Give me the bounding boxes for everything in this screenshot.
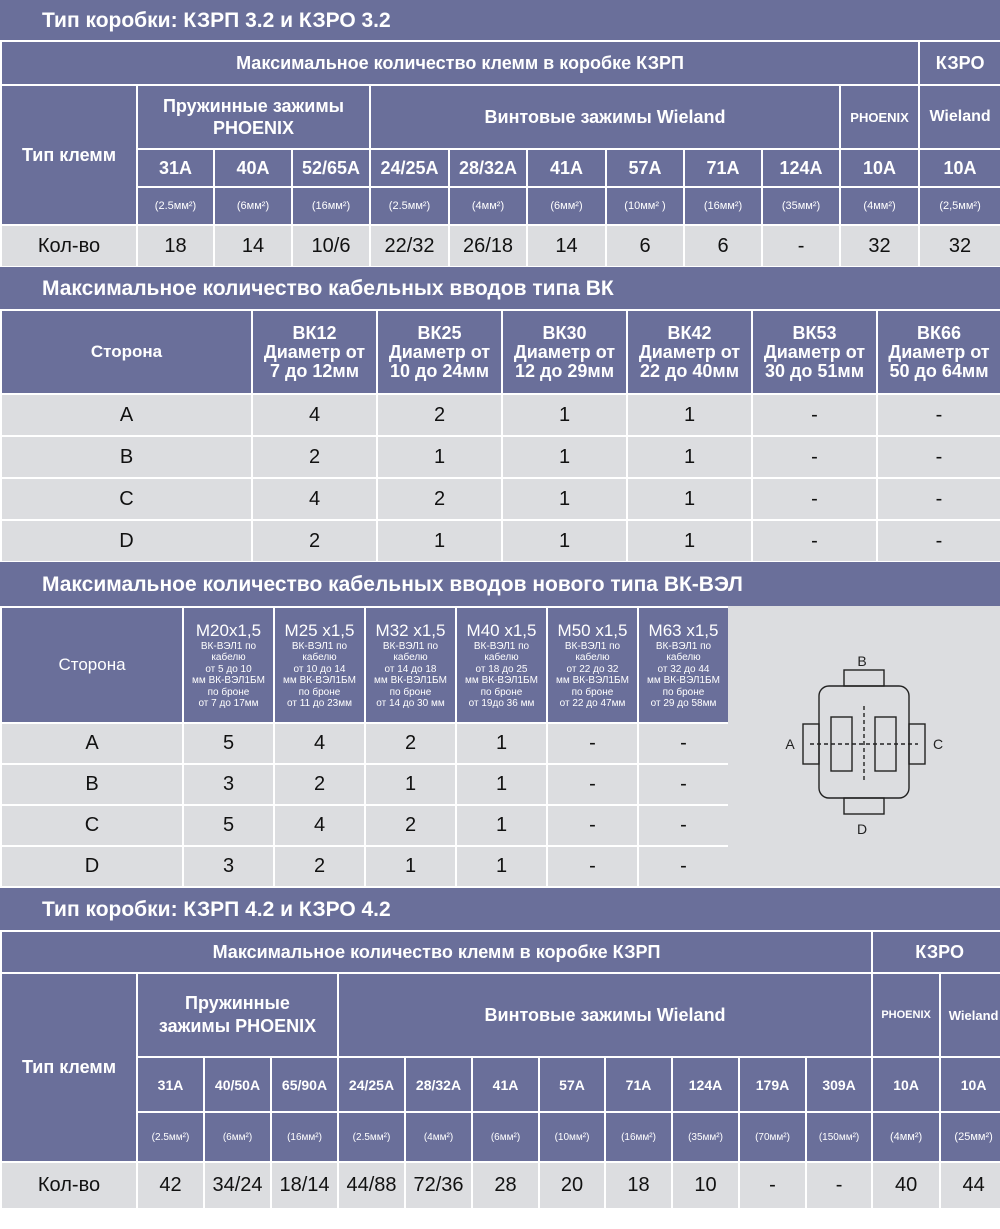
gland-b (844, 670, 884, 686)
box1-unit: (4мм²) (449, 187, 527, 225)
bk-col-l1: Диаметр от (888, 341, 990, 362)
terminal-right (875, 717, 896, 771)
vel-cell: - (638, 805, 729, 846)
bk-side: A (1, 394, 252, 436)
vel-col-line: от 5 до 10 (205, 663, 252, 675)
box2-kzro-header: КЗРО (872, 931, 1000, 973)
bk-cell: 2 (252, 520, 377, 562)
bk-col-l1: Диаметр от (763, 341, 866, 362)
box2-terminals-header: Максимальное количество клемм в коробке КЗРП (1, 931, 872, 973)
vel-cell: 1 (456, 846, 547, 887)
bk-cell: - (752, 436, 877, 478)
vel-col-name: M63 x1,5 (648, 620, 719, 640)
vel-col-line: от 7 до 17мм (198, 698, 259, 709)
bk-col-l1: Диаметр от (638, 341, 741, 362)
vel-col-line: мм ВК-ВЭЛ1БМ (192, 675, 265, 686)
box1-count: 6 (606, 225, 684, 267)
box1-kzro-header: КЗРО (919, 41, 1000, 85)
bk-side: C (1, 478, 252, 520)
box1-type-label: Тип клемм (1, 85, 137, 225)
box1-type: 28/32A (449, 149, 527, 187)
box2-type: 65/90A (271, 1057, 338, 1112)
vel-col-name: M25 x1,5 (284, 620, 355, 640)
box2-count: 18 (605, 1162, 672, 1209)
box2-type-label: Тип клемм (1, 973, 137, 1162)
vel-side: A (1, 723, 183, 764)
bk-column-header (752, 310, 877, 394)
vel-cell: - (638, 723, 729, 764)
bk-table (0, 309, 1000, 563)
box2-count: 18/14 (271, 1162, 338, 1209)
bk-cell: 1 (627, 394, 752, 436)
box1-unit: (6мм²) (214, 187, 292, 225)
vel-cell: 2 (274, 846, 365, 887)
vel-col-line: ВК-ВЭЛ1 по (200, 640, 257, 652)
box2-type: 24/25A (338, 1057, 405, 1112)
bk-cell: 2 (252, 436, 377, 478)
box2-phoenix-label: PHOENIX (872, 973, 940, 1057)
box2-spring-line2: зажимы PHOENIX (158, 1016, 317, 1036)
vel-col-line: по броне (480, 686, 523, 698)
vel-cell: - (638, 764, 729, 805)
box2-type: 179A (739, 1057, 806, 1112)
vel-col-line: ВК-ВЭЛ1 по (473, 640, 530, 652)
vel-side: C (1, 805, 183, 846)
vel-cell: - (547, 764, 638, 805)
vel-cell: 2 (365, 723, 456, 764)
vel-cell: - (547, 846, 638, 887)
box1-terminal-body (0, 84, 1000, 268)
vel-col-line: по броне (662, 686, 705, 698)
vel-col-line: по броне (571, 686, 614, 698)
bk-cell: 1 (627, 436, 752, 478)
vel-column-header (183, 607, 274, 723)
gland-d (844, 798, 884, 814)
vel-col-line: кабелю (393, 652, 428, 663)
box2-spring-header (137, 973, 338, 1057)
box1-count: 10/6 (292, 225, 370, 267)
box2-screw-header: Винтовые зажимы Wieland (338, 973, 872, 1057)
table-row (1, 394, 1000, 436)
vel-col-line: мм ВК-ВЭЛ1БМ (465, 675, 538, 686)
bk-column-header (377, 310, 502, 394)
box2-count: 44/88 (338, 1162, 405, 1209)
vel-cell: 5 (183, 723, 274, 764)
bk-cell: - (877, 520, 1000, 562)
vel-col-line: от 14 до 30 мм (376, 698, 445, 709)
vel-col-line: по броне (298, 686, 341, 698)
box1-unit: (4мм²) (840, 187, 919, 225)
box2-unit: (4мм²) (405, 1112, 472, 1162)
box2-count: 10 (672, 1162, 739, 1209)
box1-title: Тип коробки: КЗРП 3.2 и КЗРО 3.2 (0, 0, 1000, 40)
bk-cell: - (877, 478, 1000, 520)
bk-col-l1: Диаметр от (263, 341, 366, 362)
bk-col-name: ВК66 (916, 322, 961, 343)
vel-title: Максимальное количество кабельных вводов нового типа ВК-ВЭЛ (0, 562, 1000, 606)
bk-col-name: ВК53 (792, 322, 837, 343)
box1-count: 32 (840, 225, 919, 267)
vel-col-name: M20x1,5 (195, 620, 262, 640)
box2-title: Тип коробки: КЗРП 4.2 и КЗРО 4.2 (0, 888, 1000, 930)
vel-cell: 1 (456, 764, 547, 805)
bk-cell: - (752, 520, 877, 562)
box2-count: - (806, 1162, 872, 1209)
vel-cell: 1 (456, 805, 547, 846)
box1-unit: (2.5мм²) (370, 187, 449, 225)
vel-col-line: мм ВК-ВЭЛ1БМ (647, 675, 720, 686)
bk-column-header (627, 310, 752, 394)
vel-col-line: от 10 до 14 (293, 663, 346, 675)
box2-type: 10A (940, 1057, 1000, 1112)
box2-type: 124A (672, 1057, 739, 1112)
box1-type: 10A (840, 149, 919, 187)
box2-unit: (70мм²) (739, 1112, 806, 1162)
bk-cell: 1 (377, 520, 502, 562)
box1-count: - (762, 225, 840, 267)
vel-column-header (547, 607, 638, 723)
bk-cell: 1 (627, 478, 752, 520)
box-sides-diagram (728, 606, 1000, 886)
box2-count: 28 (472, 1162, 539, 1209)
box2-count: 34/24 (204, 1162, 271, 1209)
box2-count: - (739, 1162, 806, 1209)
bk-cell: 1 (502, 394, 627, 436)
vel-cell: 2 (365, 805, 456, 846)
vel-column-header (365, 607, 456, 723)
bk-cell: 4 (252, 478, 377, 520)
bk-col-l2: 22 до 40мм (639, 360, 740, 381)
box1-type: 52/65A (292, 149, 370, 187)
vel-col-line: ВК-ВЭЛ1 по (382, 640, 439, 652)
box2-unit: (4мм²) (872, 1112, 940, 1162)
box2-unit: (2.5мм²) (338, 1112, 405, 1162)
vel-col-line: от 19до 36 мм (468, 698, 535, 709)
label-d: D (856, 821, 868, 837)
box2-type: 40/50A (204, 1057, 271, 1112)
table-row (1, 764, 729, 805)
bk-cell: - (752, 394, 877, 436)
vel-col-line: ВК-ВЭЛ1 по (655, 640, 712, 652)
bk-column-header (502, 310, 627, 394)
vel-col-line: от 32 до 44 (657, 663, 710, 675)
vel-column-header (274, 607, 365, 723)
table-row (1, 723, 729, 764)
vel-col-line: кабелю (666, 652, 701, 663)
box2-unit: (6мм²) (472, 1112, 539, 1162)
box2-count: 20 (539, 1162, 605, 1209)
box2-unit: (150мм²) (806, 1112, 872, 1162)
bk-cell: 1 (502, 478, 627, 520)
vel-col-line: от 29 до 58мм (650, 698, 717, 709)
vel-col-line: от 22 до 32 (566, 663, 619, 675)
box1-spring-header: Пружинные зажимы PHOENIX (137, 85, 370, 149)
label-b: B (857, 653, 867, 669)
box2-spring-line1: Пружинные (185, 993, 290, 1013)
box2-type: 57A (539, 1057, 605, 1112)
vel-col-line: кабелю (484, 652, 519, 663)
bk-col-l2: 12 до 29мм (514, 360, 615, 381)
vel-col-name: M40 x1,5 (466, 620, 537, 640)
box2-count: 44 (940, 1162, 1000, 1209)
box1-count: 14 (214, 225, 292, 267)
box1-terminals-header: Максимальное количество клемм в коробке КЗРП (1, 41, 919, 85)
box1-type: 10A (919, 149, 1000, 187)
bk-col-name: ВК30 (542, 322, 587, 343)
vel-col-line: по броне (389, 686, 432, 698)
bk-side: B (1, 436, 252, 478)
table-row (1, 520, 1000, 562)
vel-table (0, 606, 730, 888)
box1-count: 18 (137, 225, 214, 267)
vel-col-line: от 18 до 25 (475, 663, 528, 675)
bk-col-l1: Диаметр от (388, 341, 491, 362)
bk-col-name: ВК42 (667, 322, 712, 343)
box2-terminal-table (0, 930, 1000, 1210)
vel-side: D (1, 846, 183, 887)
vel-col-line: мм ВК-ВЭЛ1БМ (283, 675, 356, 686)
bk-col-name: ВК12 (292, 322, 337, 343)
box1-unit: (6мм²) (527, 187, 606, 225)
box1-terminal-table (0, 40, 1000, 86)
box1-type: 40A (214, 149, 292, 187)
bk-column-header (877, 310, 1000, 394)
vel-col-line: ВК-ВЭЛ1 по (564, 640, 621, 652)
box2-count: 72/36 (405, 1162, 472, 1209)
vel-column-header (456, 607, 547, 723)
vel-col-line: мм ВК-ВЭЛ1БМ (374, 675, 447, 686)
box1-unit: (35мм²) (762, 187, 840, 225)
bk-cell: 1 (502, 520, 627, 562)
box2-unit: (2.5мм²) (137, 1112, 204, 1162)
vel-cell: 1 (456, 723, 547, 764)
table-row (1, 805, 729, 846)
box1-count-label: Кол-во (1, 225, 137, 267)
box1-phoenix-label: PHOENIX (840, 85, 919, 149)
label-c: C (932, 736, 944, 752)
vel-cell: 4 (274, 805, 365, 846)
table-row (1, 478, 1000, 520)
bk-cell: - (752, 478, 877, 520)
table-row (1, 436, 1000, 478)
bk-side-label: Сторона (1, 310, 252, 394)
vel-cell: 3 (183, 764, 274, 805)
box1-screw-header: Винтовые зажимы Wieland (370, 85, 840, 149)
vel-col-line: от 11 до 23мм (287, 698, 352, 709)
box1-unit: (16мм²) (684, 187, 762, 225)
bk-cell: 4 (252, 394, 377, 436)
box2-wieland-label: Wieland (940, 973, 1000, 1057)
vel-col-line: ВК-ВЭЛ1 по (291, 640, 348, 652)
vel-cell: - (547, 723, 638, 764)
bk-cell: 1 (627, 520, 752, 562)
box2-count: 40 (872, 1162, 940, 1209)
box2-unit: (35мм²) (672, 1112, 739, 1162)
box2-unit: (10мм²) (539, 1112, 605, 1162)
box2-type: 71A (605, 1057, 672, 1112)
vel-side-label: Сторона (1, 607, 183, 723)
box1-unit: (10мм² ) (606, 187, 684, 225)
vel-column-header (638, 607, 729, 723)
box1-unit: (16мм²) (292, 187, 370, 225)
bk-col-l2: 10 до 24мм (389, 360, 490, 381)
vel-col-line: кабелю (211, 652, 246, 663)
bk-column-header (252, 310, 377, 394)
box1-type: 41A (527, 149, 606, 187)
box1-type: 124A (762, 149, 840, 187)
box2-type: 28/32A (405, 1057, 472, 1112)
vel-col-line: от 14 до 18 (384, 663, 437, 675)
bk-cell: - (877, 394, 1000, 436)
box2-unit: (25мм²) (940, 1112, 1000, 1162)
table-row (1, 846, 729, 887)
box1-type: 57A (606, 149, 684, 187)
vel-cell: - (547, 805, 638, 846)
box1-count: 14 (527, 225, 606, 267)
vel-cell: 1 (365, 764, 456, 805)
vel-cell: 4 (274, 723, 365, 764)
box2-type: 41A (472, 1057, 539, 1112)
bk-cell: 2 (377, 394, 502, 436)
bk-col-l1: Диаметр от (513, 341, 616, 362)
bk-col-name: ВК25 (417, 322, 462, 343)
bk-col-l2: 50 до 64мм (889, 360, 989, 381)
vel-cell: 5 (183, 805, 274, 846)
box2-unit: (16мм²) (271, 1112, 338, 1162)
box2-type: 309A (806, 1057, 872, 1112)
box2-count-label: Кол-во (1, 1162, 137, 1209)
box1-type: 71A (684, 149, 762, 187)
bk-title: Максимальное количество кабельных вводов типа ВК (0, 267, 1000, 309)
box1-count: 32 (919, 225, 1000, 267)
vel-cell: - (638, 846, 729, 887)
vel-col-line: мм ВК-ВЭЛ1БМ (556, 675, 629, 686)
box1-count: 26/18 (449, 225, 527, 267)
vel-col-line: кабелю (575, 652, 610, 663)
box1-type: 31A (137, 149, 214, 187)
box1-count: 6 (684, 225, 762, 267)
bk-col-l2: 30 до 51мм (764, 360, 865, 381)
box2-type: 10A (872, 1057, 940, 1112)
vel-col-line: по броне (207, 686, 250, 698)
box-sides-diagram-svg (728, 606, 1000, 886)
bk-col-l2: 7 до 12мм (269, 360, 360, 381)
box1-unit: (2.5мм²) (137, 187, 214, 225)
vel-col-line: кабелю (302, 652, 337, 663)
vel-cell: 2 (274, 764, 365, 805)
vel-col-name: M32 x1,5 (375, 620, 446, 640)
vel-col-line: от 22 до 47мм (559, 698, 626, 709)
bk-cell: 2 (377, 478, 502, 520)
bk-cell: 1 (502, 436, 627, 478)
bk-side: D (1, 520, 252, 562)
box2-type: 31A (137, 1057, 204, 1112)
box1-unit: (2,5мм²) (919, 187, 1000, 225)
box1-wieland-label: Wieland (919, 85, 1000, 149)
box2-count: 42 (137, 1162, 204, 1209)
box1-type: 24/25A (370, 149, 449, 187)
box1-count: 22/32 (370, 225, 449, 267)
label-a: A (785, 736, 795, 752)
vel-side: B (1, 764, 183, 805)
vel-cell: 1 (365, 846, 456, 887)
bk-cell: 1 (377, 436, 502, 478)
box2-unit: (16мм²) (605, 1112, 672, 1162)
box2-unit: (6мм²) (204, 1112, 271, 1162)
vel-col-name: M50 x1,5 (557, 620, 628, 640)
vel-cell: 3 (183, 846, 274, 887)
bk-cell: - (877, 436, 1000, 478)
